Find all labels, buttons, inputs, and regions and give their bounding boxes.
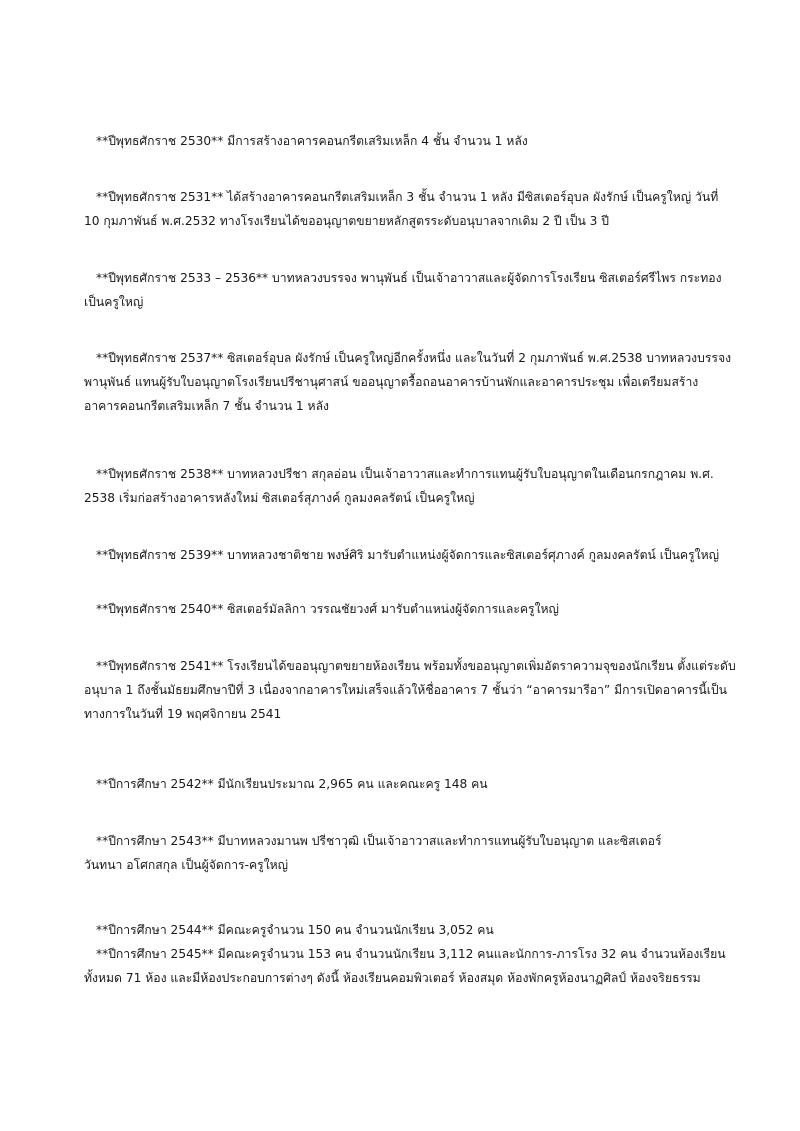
entry-line: **ปีการศึกษา 2544** มีคณะครูจำนวน 150 คน จำนวนนักเรียน 3,052 คน [96,923,494,937]
entry-line: ทั้งหมด 71 ห้อง และมีห้องประกอบการต่างๆ ดังนี้ ห้องเรียนคอมพิวเตอร์ ห้องสมุด ห้องพักครูห้องนาฏศิลป์ ห้องจริยธรรม [84,971,701,985]
history-entry-2540 [96,597,716,621]
entry-line: **ปีการศึกษา 2543** มีบาทหลวงมานพ ปรีชาวุฒิ เป็นเจ้าอาวาสและทำการแทนผู้รับใบอนุญาต และซิสเตอร์ [96,834,662,848]
history-entry-2533-2536 [84,266,722,314]
entry-line: **ปีพุทธศักราช 2539** บาทหลวงชาติชาย พงษ์ศิริ มารับตำแหน่งผู้จัดการและซิสเตอร์ศุภางค์ กูลมงคลรัตน์ เป็นครูใหญ่ [96,548,719,562]
history-entry-2545 [84,942,726,990]
history-entry-2541 [84,654,736,726]
entry-line: พานุพันธ์ แทนผู้รับใบอนุญาตโรงเรียนปรีชานุศาสน์ ขออนุญาตรื้อถอนอาคารบ้านพักและอาคารประชุม เพื่อเตรียมสร้าง [84,375,699,389]
entry-line: ทางการในวันที่ 19 พฤศจิกายน 2541 [84,707,282,721]
history-entry-2539 [96,543,719,567]
entry-line: **ปีการศึกษา 2545** มีคณะครูจำนวน 153 คน จำนวนนักเรียน 3,112 คนและนักการ-ภารโรง 32 คน จำนวนห้องเรียน [96,947,726,961]
entry-line: อาคารคอนกรีตเสริมเหล็ก 7 ชั้น จำนวน 1 หลัง [84,399,330,413]
entry-line: **ปีการศึกษา 2542** มีนักเรียนประมาณ 2,965 คน และคณะครู 148 คน [96,777,488,791]
history-entry-2530 [96,129,716,153]
entry-line: **ปีพุทธศักราช 2533 – 2536** บาทหลวงบรรจง พานุพันธ์ เป็นเจ้าอาวาสและผู้จัดการโรงเรียน ซิสเตอร์ศรีไพร กระทอง [96,271,722,285]
history-entry-2538 [84,462,716,510]
history-entry-2544 [96,918,716,942]
entry-line: เป็นครูใหญ่ [84,295,144,309]
history-entry-2531 [84,185,719,233]
entry-line: **ปีพุทธศักราช 2540** ซิสเตอร์มัลลิกา วรรณชัยวงศ์ มารับตำแหน่งผู้จัดการและครูใหญ่ [96,602,559,616]
entry-line: **ปีพุทธศักราช 2537** ซิสเตอร์อุบล ผังรักษ์ เป็นครูใหญ่อีกครั้งหนึ่ง และในวันที่ 2 กุมภาพันธ์ พ.ศ.2538 บาทหลวงบรรจง [96,351,732,365]
history-entry-2542 [96,772,716,796]
entry-line: 10 กุมภาพันธ์ พ.ศ.2532 ทางโรงเรียนได้ขออนุญาตขยายหลักสูตรระดับอนุบาลจากเดิม 2 ปี เป็น 3 ปี [84,214,610,228]
entry-line: **ปีพุทธศักราช 2530** มีการสร้างอาคารคอนกรีตเสริมเหล็ก 4 ชั้น จำนวน 1 หลัง [96,134,528,148]
entry-line: **ปีพุทธศักราช 2531** ได้สร้างอาคารคอนกรีตเสริมเหล็ก 3 ชั้น จำนวน 1 หลัง มีซิสเตอร์อุบล ผังรักษ์ เป็นครูใหญ่ วันที่ [96,190,719,204]
history-entry-2543 [84,829,716,877]
entry-line: 2538 เริ่มก่อสร้างอาคารหลังใหม่ ซิสเตอร์สุภางค์ กูลมงคลรัตน์ เป็นครูใหญ่ [84,491,475,505]
entry-line: อนุบาล 1 ถึงชั้นมัธยมศึกษาปีที่ 3 เนื่องจากอาคารใหม่เสร็จแล้วให้ชื่ออาคาร 7 ชั้นว่า “อาคารมารีอา” มีการเปิดอาคารนี้เป็น [84,683,727,697]
entry-line: วันทนา อโศกสกุล เป็นผู้จัดการ-ครูใหญ่ [84,858,289,872]
history-entry-2537 [84,346,732,418]
entry-line: **ปีพุทธศักราช 2538** บาทหลวงปรีชา สกุลอ่อน เป็นเจ้าอาวาสและทำการแทนผู้รับใบอนุญาตในเดือนกรกฎาคม พ.ศ. [96,467,714,481]
entry-line: **ปีพุทธศักราช 2541** โรงเรียนได้ขออนุญาตขยายห้องเรียน พร้อมทั้งขออนุญาตเพิ่มอัตราความจุของนักเรียน ตั้งแต่ระดับ [96,659,736,673]
